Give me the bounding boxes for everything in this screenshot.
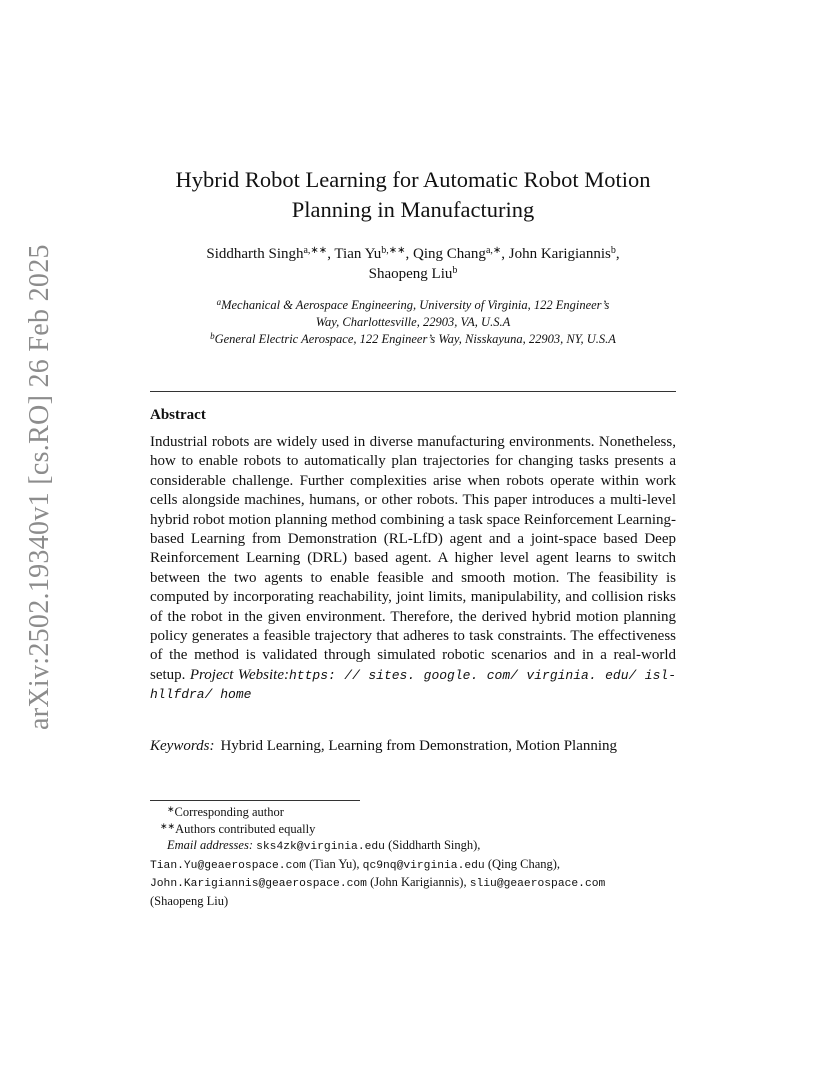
author-separator: , xyxy=(501,246,509,262)
footnote-equal-contribution xyxy=(150,821,676,838)
author-affiliation-mark: b xyxy=(452,265,458,276)
title-line-2: Planning in Manufacturing xyxy=(291,197,535,222)
email-owner: (Qing Chang), xyxy=(487,856,561,871)
abstract-heading: Abstract xyxy=(150,407,206,423)
affiliation-mark: a xyxy=(216,297,222,307)
email-addresses-label: Email addresses: xyxy=(167,838,253,852)
affiliation-b xyxy=(150,331,676,348)
author-separator: , xyxy=(615,246,620,262)
author-separator: , xyxy=(405,246,414,262)
footnote-text: Corresponding author xyxy=(174,805,284,819)
author-name: Qing Chang xyxy=(413,246,486,262)
author-name: Shaopeng Liu xyxy=(368,266,453,282)
email-owner: (Shaopeng Liu) xyxy=(150,893,229,908)
affiliations xyxy=(150,297,676,348)
author-name: Siddharth Singh xyxy=(206,246,304,262)
affiliation-text: General Electric Aerospace, 122 Engineer’s Way, Nisskayuna, 22903, NY, U.S.A xyxy=(214,332,616,346)
footnotes xyxy=(150,804,676,909)
project-website-label: Project Website: xyxy=(189,666,289,683)
email-address[interactable]: qc9nq@virginia.edu xyxy=(362,859,485,872)
footnote-mark: ∗∗ xyxy=(160,820,176,831)
author-affiliation-mark: a,∗∗ xyxy=(303,245,328,256)
keywords xyxy=(150,737,676,756)
email-owner: (John Karigiannis), xyxy=(370,875,467,889)
footnote-corresponding xyxy=(150,804,676,821)
affiliation-mark: b xyxy=(210,331,215,341)
author-list xyxy=(150,244,676,284)
arxiv-identifier-stamp[interactable]: arXiv:2502.19340v1 [cs.RO] 26 Feb 2025 xyxy=(24,244,55,730)
abstract-body xyxy=(150,433,676,705)
author-affiliation-mark: b xyxy=(610,245,616,256)
author-separator: , xyxy=(327,246,335,262)
affiliation-a xyxy=(150,297,676,331)
footnote-emails-line-3 xyxy=(150,874,676,893)
footnote-divider xyxy=(150,800,360,801)
footnote-text: Authors contributed equally xyxy=(175,821,316,836)
email-owner: (Siddharth Singh), xyxy=(388,838,481,852)
keywords-label: Keywords: xyxy=(150,738,215,754)
author-name: John Karigiannis xyxy=(508,246,611,262)
abstract-divider xyxy=(150,391,676,392)
email-address[interactable]: sliu@geaerospace.com xyxy=(469,878,606,890)
abstract-text: Industrial robots are widely used in diverse manufacturing environments. Nonetheless, how to enable robots to automatically plan trajectories for changing tasks presents a considerable challenge. Further complexities arise when robots operate within work cells alongside machines, humans, or other robots. This paper introduces a multi-level hybrid robot motion planning method combining a task space Reinforcement Learning-based Learning from Demonstration (RL-LfD) agent and a joint-space based Deep Reinforcement Learning (DRL) based agent. A higher level agent learns to switch between the two agents to enable feasible and smooth motion. The feasibility is computed by incorporating reachability, joint limits, manipulability, and collision risks of the robot in the given environment. Therefore, the derived hybrid motion planning policy generates a feasible trajectory that adheres to task constraints. The effectiveness of the method is validated through simulated robotic scenarios and in a real-world setup. xyxy=(150,434,676,683)
author-affiliation-mark: a,∗ xyxy=(485,245,502,256)
email-address[interactable]: sks4zk@virginia.edu xyxy=(256,841,385,853)
email-address[interactable]: Tian.Yu@geaerospace.com xyxy=(150,859,306,872)
title-line-1: Hybrid Robot Learning for Automatic Robot Motion xyxy=(175,167,651,192)
paper-title xyxy=(150,165,676,225)
affiliation-text: Way, Charlottesville, 22903, VA, U.S.A xyxy=(315,315,511,329)
footnote-emails-line-4 xyxy=(150,893,676,910)
author-affiliation-mark: b,∗∗ xyxy=(381,245,406,256)
author-name: Tian Yu xyxy=(334,246,382,262)
footnote-emails-line-2 xyxy=(150,856,676,875)
email-owner: (Tian Yu), xyxy=(309,856,360,871)
keywords-text: Hybrid Learning, Learning from Demonstration, Motion Planning xyxy=(220,738,618,754)
project-website-link[interactable]: https: // sites. google. com/ virginia. edu/ isl-hllfdra/ home xyxy=(150,667,676,703)
footnote-emails-line-1 xyxy=(150,837,676,856)
affiliation-text: Mechanical & Aerospace Engineering, University of Virginia, 122 Engineer’s xyxy=(221,298,610,312)
email-address[interactable]: John.Karigiannis@geaerospace.com xyxy=(150,878,367,890)
footnote-mark: ∗ xyxy=(167,804,175,814)
